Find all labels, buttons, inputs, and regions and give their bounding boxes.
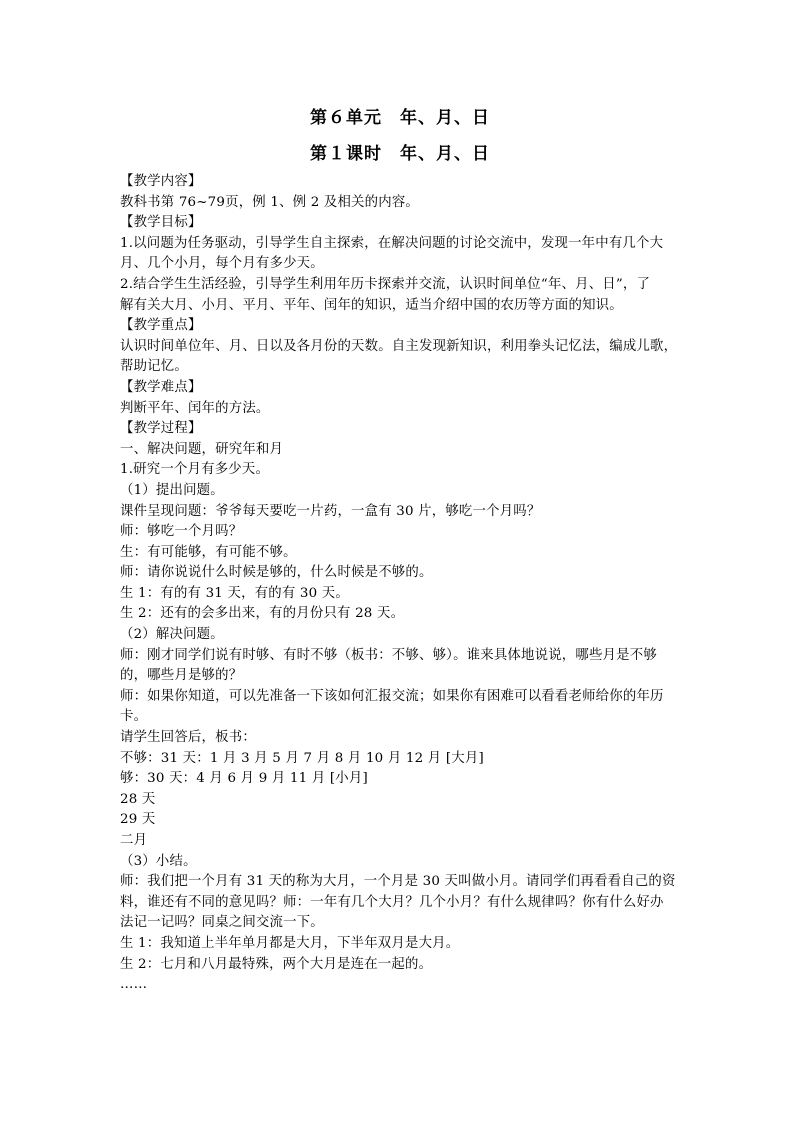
dialogue-line: 生：有可能够，有可能不够。 [120,544,297,560]
dialogue-line: 师：够吃一个月吗？ [120,524,243,540]
board-intro: 请学生回答后，板书： [120,730,256,746]
dialogue-line: 生 2：七月和八月最特殊，两个大月是连在一起的。 [120,956,433,972]
board-february: 二月 [120,833,148,848]
board-29-days: 29 天 [120,812,156,828]
objective-1-line-1: 1.以问题为任务驱动，引导学生自主探索，在解决问题的讨论交流中，发现一年中有几个大 [120,235,664,251]
substep-3: （3）小结。 [120,853,197,869]
board-28-days: 28 天 [120,791,156,807]
document-page [120,102,680,996]
objective-2-line-2: 解有关大月、小月、平月、平年、闰年的知识，适当介绍中国的农历等方面的知识。 [120,297,623,313]
dialogue-line: 生 2：还有的会多出来，有的月份只有 28 天。 [120,606,405,622]
courseware-question: 课件呈现问题：爷爷每天要吃一片药，一盒有 30 片，够吃一个月吗？ [120,503,541,519]
substep-1: （1）提出问题。 [120,482,224,498]
section-heading-content: 【教学内容】 [120,174,202,189]
dialogue-line: 卡。 [120,709,148,725]
board-small-months: 够：30 天：4 月 6 月 9 月 11 月 [小月] [120,771,368,787]
ellipsis: …… [120,977,148,993]
board-big-months: 不够：31 天：1 月 3 月 5 月 7 月 8 月 10 月 12 月 [大月] [120,750,484,766]
lesson-body [120,172,680,996]
process-step-1: 1.研究一个月有多少天。 [120,462,270,478]
dialogue-line: 料，谁还有不同的意见吗？师：一年有几个大月？几个小月？有什么规律吗？你有什么好办 [120,894,664,910]
key-points-line-1: 认识时间单位年、月、日以及各月份的天数。自主发现新知识，利用拳头记忆法，编成儿歌， [120,338,678,354]
dialogue-line: 师：请你说说什么时候是够的，什么时候是不够的。 [120,565,433,581]
dialogue-line: 师：如果你知道，可以先准备一下该如何汇报交流；如果你有困难可以看看老师给你的年历 [120,688,664,704]
section-heading-difficulties: 【教学难点】 [120,379,202,395]
difficulties-text: 判断平年、闰年的方法。 [120,400,270,416]
section-heading-process: 【教学过程】 [120,421,202,437]
process-part-1-heading: 一、解决问题，研究年和月 [120,441,284,457]
dialogue-line: 生 1：有的有 31 天，有的有 30 天。 [120,585,349,601]
dialogue-line: 师：我们把一个月有 31 天的称为大月，一个月是 30 天叫做小月。请同学们再看看自己的资 [120,874,676,890]
objective-1-line-2: 月、几个小月，每个月有多少天。 [120,256,324,272]
dialogue-line: 的，哪些月是够的？ [120,668,243,684]
dialogue-line: 生 1：我知道上半年单月都是大月，下半年双月是大月。 [120,935,460,951]
unit-title: 第６单元 年、月、日 [310,108,490,128]
dialogue-line: 师：刚才同学们说有时够、有时不够（板书：不够、够）。谁来具体地说说，哪些月是不够 [120,647,657,663]
section-heading-objectives: 【教学目标】 [120,215,202,231]
key-points-line-2: 帮助记忆。 [120,359,188,375]
content-text: 教科书第 76~79页，例 1、例 2 及相关的内容。 [120,194,420,210]
section-heading-key-points: 【教学重点】 [120,318,202,334]
substep-2: （2）解决问题。 [120,627,224,643]
dialogue-line: 法记一记吗？同桌之间交流一下。 [120,915,324,931]
objective-2-line-1: 2.结合学生生活经验，引导学生利用年历卡探索并交流，认识时间单位“年、月、日”，了 [120,276,651,292]
lesson-title: 第１课时 年、月、日 [310,144,490,164]
